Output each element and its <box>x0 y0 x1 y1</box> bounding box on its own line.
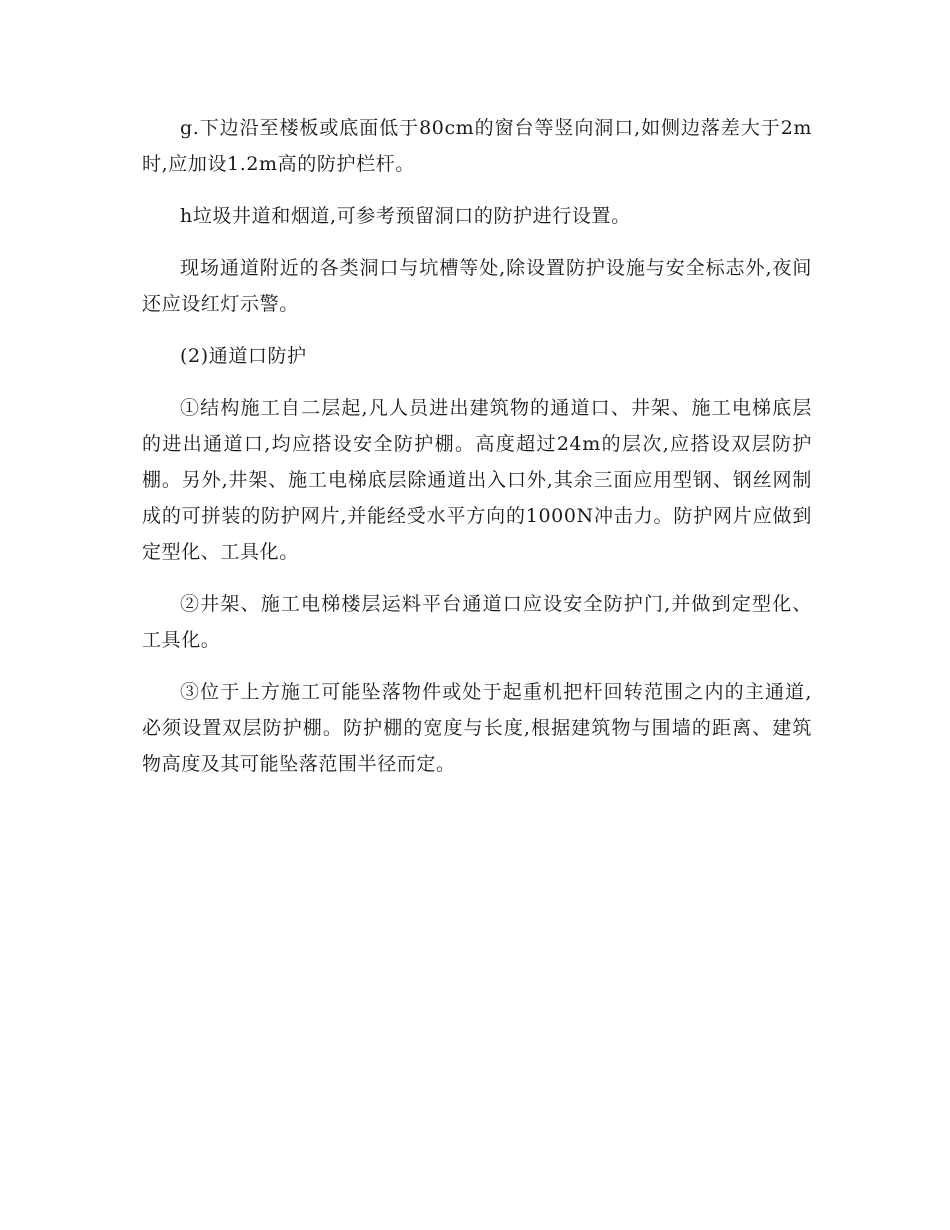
paragraph-window-opening: g.下边沿至楼板或底面低于80cm的窗台等竖向洞口,如侧边落差大于2m时,应加设1.2m高的防护栏杆。 <box>142 117 812 175</box>
paragraph-red-light-warning: 现场通道附近的各类洞口与坑槽等处,除设置防护设施与安全标志外,夜间还应设红灯示警。 <box>142 257 812 315</box>
paragraph-garbage-shaft: h垃圾井道和烟道,可参考预留洞口的防护进行设置。 <box>180 205 631 227</box>
paragraph-item-2: ②井架、施工电梯楼层运料平台通道口应设安全防护门,并做到定型化、工具化。 <box>142 593 812 651</box>
document-body <box>142 110 812 798</box>
section-heading-passage-protection: (2)通道口防护 <box>180 345 307 367</box>
paragraph-item-1: ①结构施工自二层起,凡人员进出建筑物的通道口、井架、施工电梯底层的进出通道口,均应搭设安全防护棚。高度超过24m的层次,应搭设双层防护棚。另外,井架、施工电梯底层除通道出入口外,其余三面应用型钢、钢丝网制成的可拼装的防护网片,并能经受水平方向的1000N冲击力。防护网片应做到定型化、工具化。 <box>142 397 812 563</box>
paragraph-item-3: ③位于上方施工可能坠落物件或处于起重机把杆回转范围之内的主通道,必须设置双层防护棚。防护棚的宽度与长度,根据建筑物与围墙的距离、建筑物高度及其可能坠落范围半径而定。 <box>142 681 812 775</box>
